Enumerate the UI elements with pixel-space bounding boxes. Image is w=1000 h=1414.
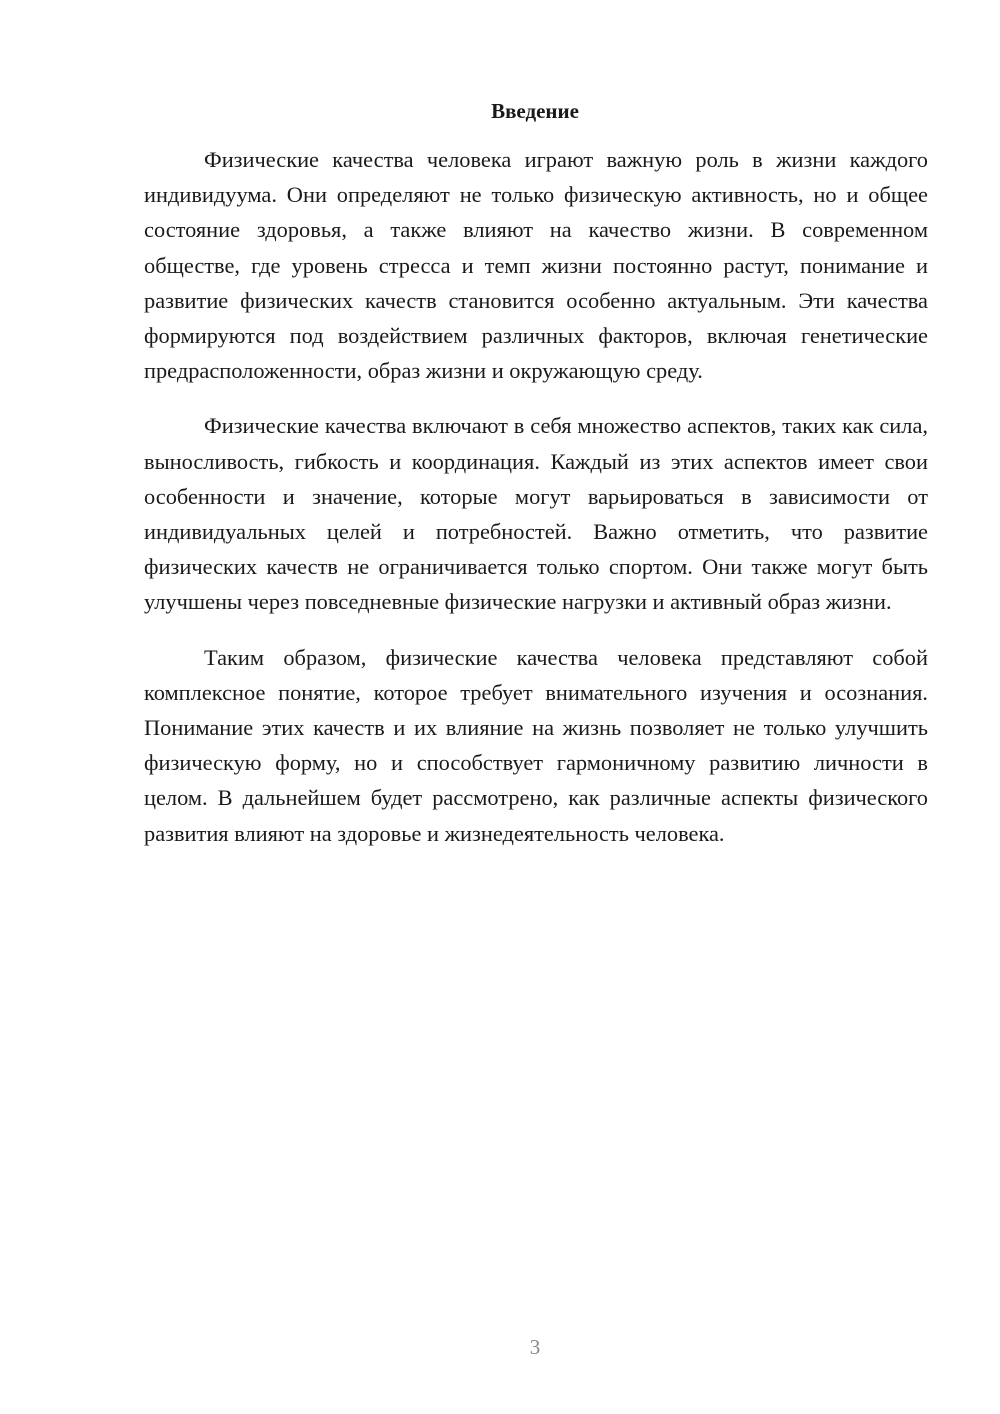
document-body [144,142,928,871]
section-heading: Введение [491,99,579,123]
page-number: 3 [529,1335,541,1359]
paragraph-1: Физические качества человека играют важную роль в жизни каждого индивидуума. Они определяют не только физическую активность, но и общее состояние здоровья, а также влияют на качество жизни. В современном обществе, где уровень стресса и темп жизни постоянно растут, понимание и развитие физических качеств становится особенно актуальным. Эти качества формируются под воздействием различных факторов, включая генетические предрасположенности, образ жизни и окружающую среду. [144,147,928,384]
paragraph-2: Физические качества включают в себя множество аспектов, таких как сила, выносливость, гибкость и координация. Каждый из этих аспектов имеет свои особенности и значение, которые могут варьироваться в зависимости от индивидуальных целей и потребностей. Важно отметить, что развитие физических качеств не ограничивается только спортом. Они также могут быть улучшены через повседневные физические нагрузки и активный образ жизни. [144,413,928,615]
paragraph-3: Таким образом, физические качества человека представляют собой комплексное понятие, которое требует внимательного изучения и осознания. Понимание этих качеств и их влияние на жизнь позволяет не только улучшить физическую форму, но и способствует гармоничному развитию личности в целом. В дальнейшем будет рассмотрено, как различные аспекты физического развития влияют на здоровье и жизнедеятельность человека. [144,644,928,846]
